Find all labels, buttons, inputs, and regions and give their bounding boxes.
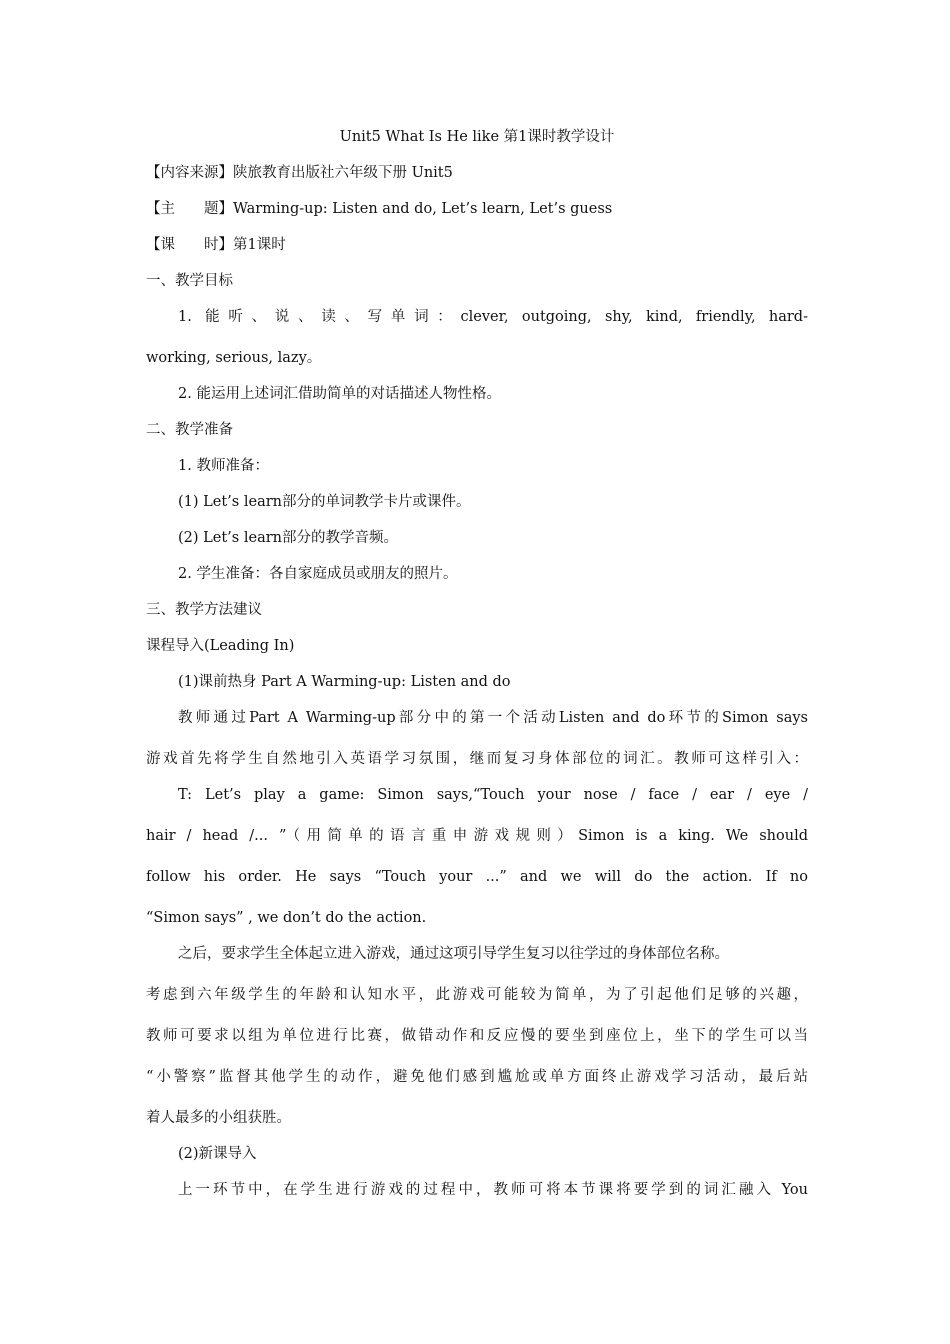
section-heading-objectives: 一、教学目标 xyxy=(146,273,233,289)
lesson-topic: 【主 题】Warming-up: Listen and do, Let’s learn, Let’s guess xyxy=(146,201,613,217)
paragraph-2-line-3: 教师可要求以组为单位进行比赛，做错动作和反应慢的要坐到座位上，坐下的学生可以当 xyxy=(146,1028,808,1044)
objective-1-line-1: 1. 能听、说、读、写单词：clever, outgoing, shy, kind, friendly, hard- xyxy=(178,309,808,325)
section-heading-preparation: 二、教学准备 xyxy=(146,422,233,438)
teacher-preparation-item-1: (1) Let’s learn部分的单词教学卡片或课件。 xyxy=(178,494,471,510)
warmup-heading: (1)课前热身 Part A Warming-up: Listen and do xyxy=(178,674,511,690)
leading-in-heading: 课程导入(Leading In) xyxy=(146,638,295,654)
content-source: 【内容来源】陕旅教育出版社六年级下册 Unit5 xyxy=(146,165,453,181)
teacher-dialogue-line-4: “Simon says” , we don’t do the action. xyxy=(146,910,427,926)
teacher-dialogue-line-1: T: Let’s play a game: Simon says,“Touch your nose / face / ear / eye / xyxy=(178,787,808,803)
objective-2: 2. 能运用上述词汇借助简单的对话描述人物性格。 xyxy=(178,386,501,402)
paragraph-3-line-1: 上一环节中，在学生进行游戏的过程中，教师可将本节课将要学到的词汇融入 You xyxy=(178,1182,808,1198)
document-title: Unit5 What Is He like 第1课时教学设计 xyxy=(339,129,615,145)
paragraph-2-line-4: “小警察”监督其他学生的动作，避免他们感到尴尬或单方面终止游戏学习活动，最后站 xyxy=(146,1069,808,1085)
paragraph-2-line-5: 着人最多的小组获胜。 xyxy=(146,1110,291,1126)
teacher-dialogue-line-3: follow his order. He says “Touch your ...” and we will do the action. If no xyxy=(146,869,808,885)
paragraph-1-line-2: 游戏首先将学生自然地引入英语学习氛围，继而复习身体部位的词汇。教师可这样引入： xyxy=(146,751,808,767)
new-lesson-heading: (2)新课导入 xyxy=(178,1146,257,1162)
teacher-dialogue-line-2: hair / head /... ”（用简单的语言重申游戏规则）Simon is a king. We should xyxy=(146,828,808,844)
paragraph-1-line-1: 教师通过Part A Warming-up部分中的第一个活动Listen and do环节的Simon says xyxy=(178,710,808,726)
teacher-preparation-item-2: (2) Let’s learn部分的教学音频。 xyxy=(178,530,398,546)
objective-1-line-2: working, serious, lazy。 xyxy=(146,350,322,366)
teacher-preparation: 1. 教师准备： xyxy=(178,458,269,474)
section-heading-methods: 三、教学方法建议 xyxy=(146,602,262,618)
lesson-period: 【课 时】第1课时 xyxy=(146,237,286,253)
paragraph-2-line-1: 之后，要求学生全体起立进入游戏，通过这项引导学生复习以往学过的身体部位名称。 xyxy=(178,946,729,962)
paragraph-2-line-2: 考虑到六年级学生的年龄和认知水平，此游戏可能较为简单，为了引起他们足够的兴趣， xyxy=(146,987,808,1003)
student-preparation: 2. 学生准备：各自家庭成员或朋友的照片。 xyxy=(178,566,458,582)
